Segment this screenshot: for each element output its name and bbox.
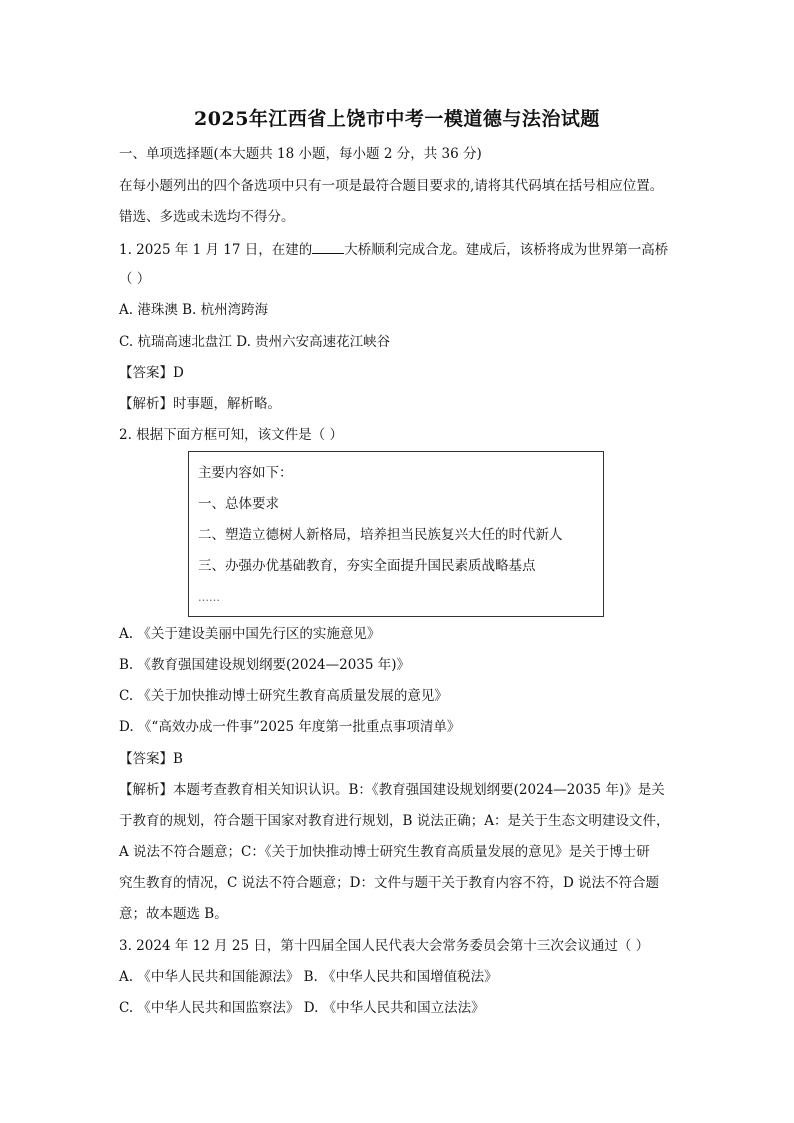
- box-line: 主要内容如下：: [198, 465, 293, 481]
- question-2-analysis-line: A 说法不符合题意；C：《关于加快推动博士研究生教育高质量发展的意见》是关于博士研: [119, 844, 650, 860]
- document-title: 2025年江西省上饶市中考一模道德与法治试题: [194, 108, 600, 130]
- question-2-analysis-line: 意；故本题选 B。: [119, 906, 228, 922]
- question-2-stem: 2. 根据下面方框可知，该文件是（ ）: [119, 427, 343, 443]
- question-3-options-ab: A. 《中华人民共和国能源法》 B. 《中华人民共和国增值税法》: [119, 969, 498, 985]
- question-1-analysis: 【解析】时事题，解析略。: [119, 396, 281, 412]
- question-3-options-cd: C. 《中华人民共和国监察法》 D. 《中华人民共和国立法法》: [119, 1000, 485, 1016]
- question-2-option-c: C. 《关于加快推动博士研究生教育高质量发展的意见》: [119, 688, 448, 704]
- box-line: 一、总体要求: [198, 496, 279, 512]
- fill-blank: [312, 239, 344, 254]
- answer-paren: （ ）: [119, 271, 151, 287]
- question-2-analysis-line: 究生教育的情况，C 说法不符合题意；D：文件与题干关于教育内容不符，D 说法不符合题: [119, 875, 660, 891]
- question-2-answer: 【答案】B: [119, 751, 183, 767]
- question-1-stem-start: 1. 2025 年 1 月 17 日，在建的: [119, 242, 313, 258]
- question-2-analysis-line: 于教育的规划，符合题干国家对教育进行规划，B 说法正确；A：是关于生态文明建设文件，: [119, 813, 670, 829]
- section-heading: 一、单项选择题(本大题共 18 小题，每小题 2 分，共 36 分): [119, 146, 482, 162]
- question-1-answer: 【答案】D: [119, 365, 184, 381]
- box-line: 二、塑造立德树人新格局，培养担当民族复兴大任的时代新人: [198, 527, 563, 543]
- question-1-stem: [119, 239, 668, 259]
- question-2-option-b: B. 《教育强国建设规划纲要(2024—2035 年)》: [119, 657, 411, 673]
- instruction-line: 错选、多选或未选均不得分。: [119, 209, 295, 225]
- question-2-option-a: A. 《关于建设美丽中国先行区的实施意见》: [119, 626, 381, 642]
- question-2-option-d: D. 《“高效办成一件事”2025 年度第一批重点事项清单》: [119, 719, 461, 735]
- question-1-options-ab: A. 港珠澳 B. 杭州湾跨海: [119, 302, 269, 318]
- box-line: 三、办强办优基础教育，夯实全面提升国民素质战略基点: [198, 558, 536, 574]
- box-ellipsis: ……: [198, 591, 220, 604]
- content-box: [188, 451, 604, 617]
- question-1-stem-end: 大桥顺利完成合龙。建成后，该桥将成为世界第一高桥: [344, 242, 669, 258]
- instruction-line: 在每小题列出的四个备选项中只有一项是最符合题目要求的,请将其代码填在括号相应位置。: [119, 178, 664, 194]
- question-3-stem: 3. 2024 年 12 月 25 日，第十四届全国人民代表大会常务委员会第十三次会议通过（ ）: [119, 938, 650, 954]
- question-2-analysis-line: 【解析】本题考查教育相关知识认识。B：《教育强国建设规划纲要(2024—2035 年)》是关: [119, 782, 665, 798]
- question-1-options-cd: C. 杭瑞高速北盘江 D. 贵州六安高速花江峡谷: [119, 334, 391, 350]
